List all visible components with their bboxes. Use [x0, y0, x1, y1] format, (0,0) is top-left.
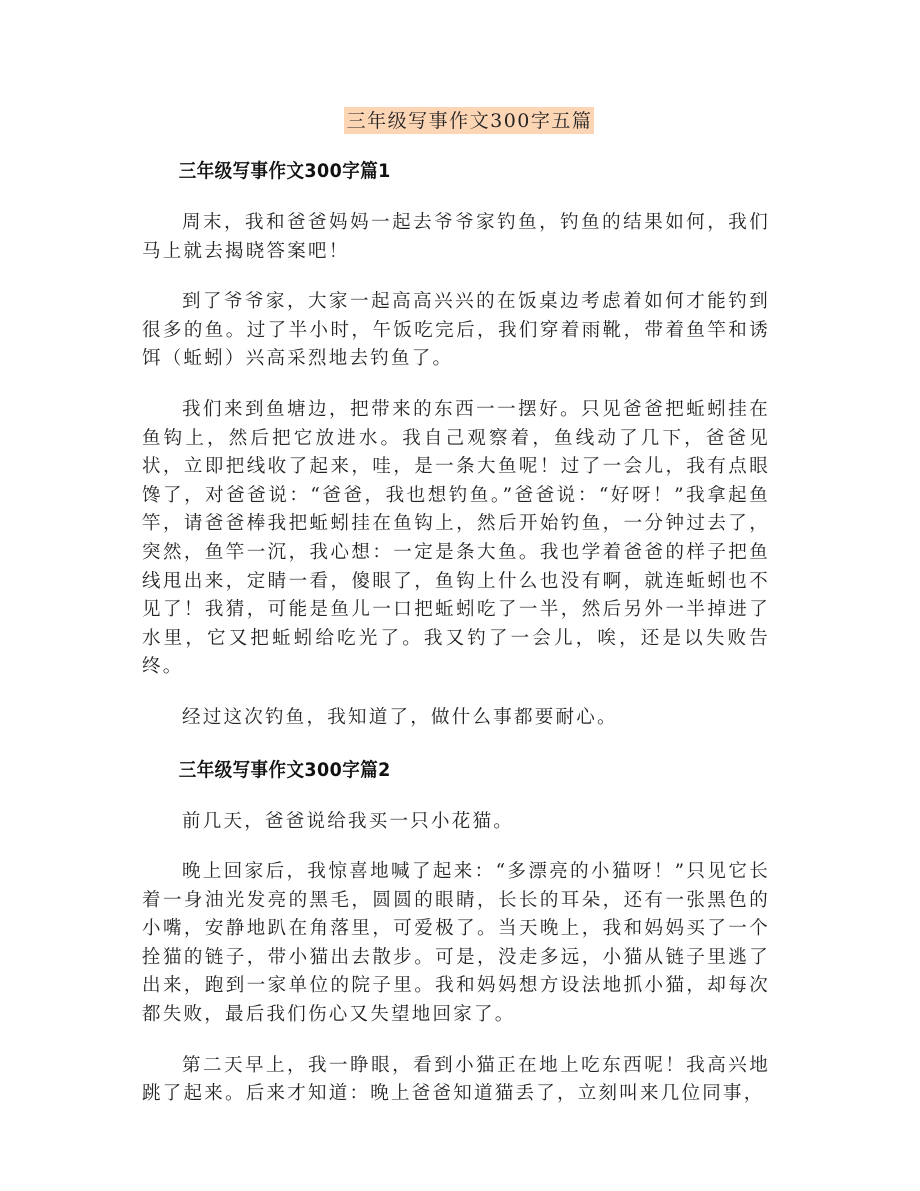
- document-title: 三年级写事作文300字五篇: [344, 107, 595, 134]
- paragraph: 到了爷爷家，大家一起高高兴兴的在饭桌边考虑着如何才能钓到很多的鱼。过了半小时，午饭吃完后，我们穿着雨靴，带着鱼竿和诱饵（蚯蚓）兴高采烈地去钓鱼了。: [142, 291, 770, 370]
- document-title-container: [0, 107, 920, 134]
- document-body: [142, 156, 770, 1131]
- paragraph: 晚上回家后，我惊喜地喊了起来：“多漂亮的小猫呀！”只见它长着一身油光发亮的黑毛，圆圆的眼睛，长长的耳朵，还有一张黑色的小嘴，安静地趴在角落里，可爱极了。当天晚上，我和妈妈买了一个拴猫的链子，带小猫出去散步。可是，没走多远，小猫从链子里逃了出来，跑到一家单位的院子里。我和妈妈想方设法地抓小猫，却每次都失败，最后我们伤心又失望地回家了。: [142, 861, 770, 1026]
- paragraph: 我们来到鱼塘边，把带来的东西一一摆好。只见爸爸把蚯蚓挂在鱼钩上，然后把它放进水。我自己观察着，鱼线动了几下，爸爸见状，立即把线收了起来，哇，是一条大鱼呢！过了一会儿，我有点眼馋了，对爸爸说：“爸爸，我也想钓鱼。”爸爸说：“好呀！”我拿起鱼竿，请爸爸棒我把蚯蚓挂在鱼钩上，然后开始钓鱼，一分钟过去了，突然，鱼竿一沉，我心想：一定是条大鱼。我也学着爸爸的样子把鱼线甩出来，定睛一看，傻眼了，鱼钩上什么也没有啊，就连蚯蚓也不见了！我猜，可能是鱼儿一口把蚯蚓吃了一半，然后另外一半掉进了水里，它又把蚯蚓给吃光了。我又钓了一会儿，唉，还是以失败告终。: [142, 398, 770, 678]
- paragraph: 前几天，爸爸说给我买一只小花猫。: [182, 810, 515, 832]
- paragraph: 第二天早上，我一睁眼，看到小猫正在地上吃东西呢！我高兴地跳了起来。后来才知道：晚上爸爸知道猫丢了，立刻叫来几位同事，: [142, 1054, 770, 1105]
- paragraph: 经过这次钓鱼，我知道了，做什么事都要耐心。: [182, 706, 618, 728]
- paragraph: 周末，我和爸爸妈妈一起去爷爷家钓鱼，钓鱼的结果如何，我们马上就去揭晓答案吧！: [142, 212, 770, 262]
- section-heading: 三年级写事作文300字篇1: [178, 160, 391, 182]
- essay-section-2: [142, 755, 770, 1109]
- essay-section-1: [142, 156, 770, 733]
- section-heading: 三年级写事作文300字篇2: [178, 758, 391, 781]
